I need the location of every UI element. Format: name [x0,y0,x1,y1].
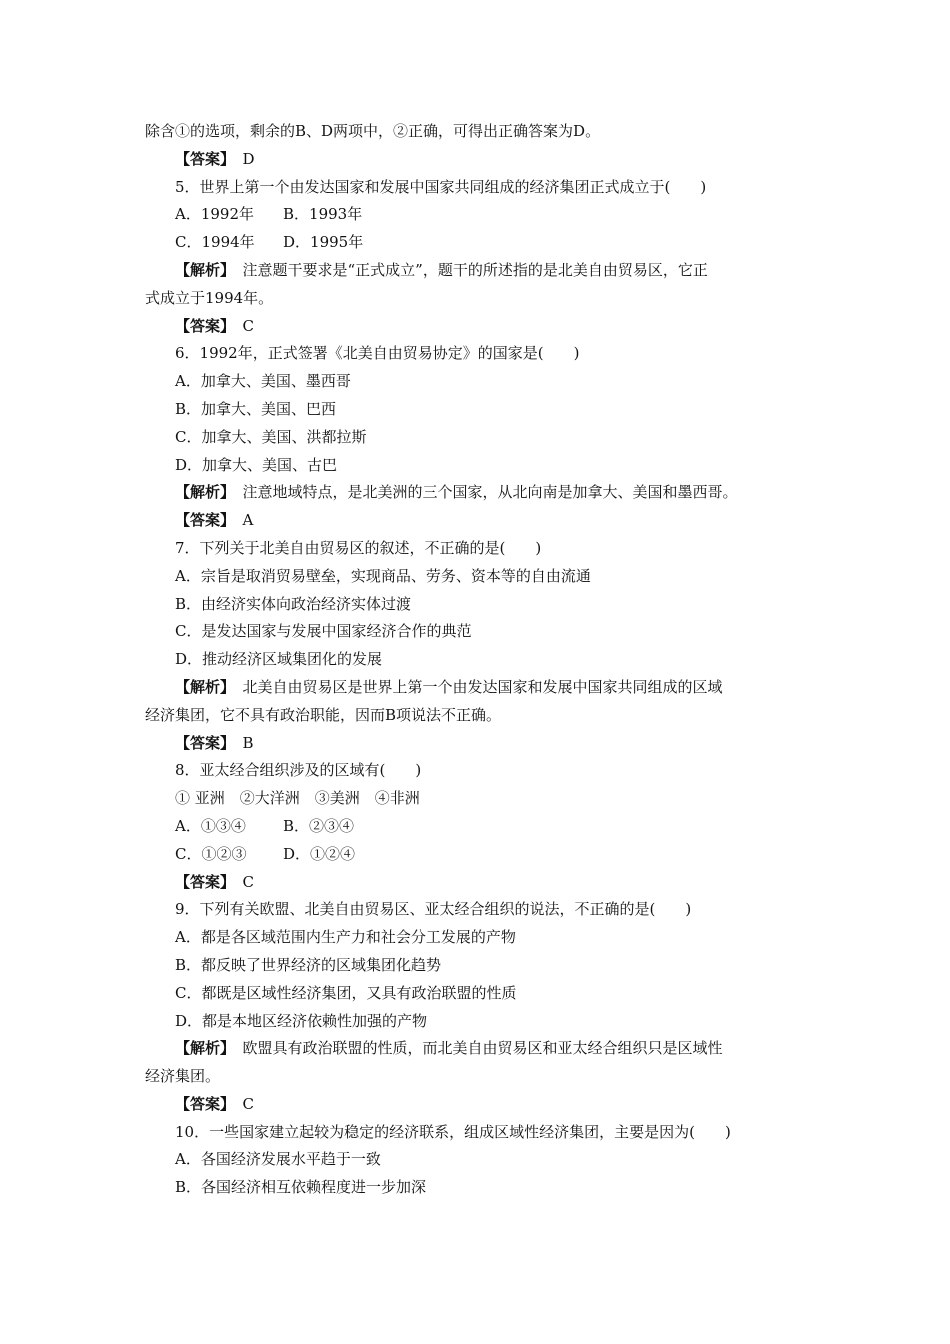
line-text: C [227,872,254,891]
option [145,1146,810,1174]
line-text: 6．1992年，正式签署《北美自由贸易协定》的国家是( ) [175,344,580,363]
text-line [145,285,810,313]
line-text: D．都是本地区经济依赖性加强的产物 [175,1011,428,1030]
analysis-line [145,257,810,285]
line-text: C．1994年 [175,233,255,252]
line-text: 5．世界上第一个由发达国家和发展中国家共同组成的经济集团正式成立于( ) [175,177,707,196]
answer-line [145,1091,810,1119]
line-text: B．各国经济相互依赖程度进一步加深 [175,1178,427,1197]
option [145,563,810,591]
line-text: C．都既是区域性经济集团，又具有政治联盟的性质 [175,983,517,1002]
line-text: 经济集团，它不具有政治职能，因而B项说法不正确。 [145,705,502,724]
option-row [145,813,810,841]
analysis-label: 【解析】 [175,260,228,279]
line-text: 注意题干要求是“正式成立”，题干的所述指的是北美自由贸易区，它正 [227,260,708,279]
answer-line [145,507,810,535]
line-text: 7．下列关于北美自由贸易区的叙述，不正确的是( ) [175,538,542,557]
answer-label: 【答案】 [175,511,228,530]
analysis-line [145,674,810,702]
line-text: C [227,1094,254,1113]
analysis-line [145,479,810,507]
region-list [145,785,810,813]
option [145,368,810,396]
line-text: 式成立于1994年。 [145,288,274,307]
text-line [145,118,810,146]
document-page [145,118,810,1202]
line-text: B．都反映了世界经济的区域集团化趋势 [175,955,442,974]
question-8 [145,757,810,785]
text-line [145,702,810,730]
answer-label: 【答案】 [175,316,228,335]
option [145,646,810,674]
answer-line [145,146,810,174]
question-7 [145,535,810,563]
answer-line [145,869,810,897]
option [145,591,810,619]
line-text: D．1995年 [283,233,364,252]
option [145,952,810,980]
line-text: D．加拿大、美国、古巴 [175,455,338,474]
question-10 [145,1119,810,1147]
line-text: 经济集团。 [145,1067,221,1086]
line-text: C．加拿大、美国、洪都拉斯 [175,427,367,446]
option-row [145,841,810,869]
line-text: 8．亚太经合组织涉及的区域有( ) [175,761,422,780]
analysis-label: 【解析】 [175,1039,228,1058]
analysis-label: 【解析】 [175,483,228,502]
line-text: 9．下列有关欧盟、北美自由贸易区、亚太经合组织的说法，不正确的是( ) [175,900,692,919]
option [145,1008,810,1036]
line-text: A．加拿大、美国、墨西哥 [175,372,351,391]
option [145,618,810,646]
line-text: C．①②③ [175,844,247,863]
answer-line [145,730,810,758]
line-text: C [227,316,254,335]
line-text: C．是发达国家与发展中国家经济合作的典范 [175,622,472,641]
question-9 [145,896,810,924]
text-line [145,1063,810,1091]
line-text: 注意地域特点，是北美洲的三个国家，从北向南是加拿大、美国和墨西哥。 [227,483,738,502]
line-text: A．各国经济发展水平趋于一致 [175,1150,381,1169]
line-text: D．①②④ [283,844,356,863]
line-text: A．①③④ [175,816,246,835]
line-text: A [227,511,254,530]
line-text: B．1993年 [283,205,363,224]
option [145,396,810,424]
line-text: B [227,733,254,752]
option [145,452,810,480]
line-text: D [227,149,255,168]
option [145,924,810,952]
line-text: B．加拿大、美国、巴西 [175,399,337,418]
option-row [145,229,810,257]
option-row [145,201,810,229]
option [145,424,810,452]
question-6 [145,340,810,368]
option [145,1174,810,1202]
line-text: ① 亚洲 ②大洋洲 ③美洲 ④非洲 [175,789,420,808]
question-5 [145,174,810,202]
analysis-label: 【解析】 [175,677,228,696]
line-text: 除含①的选项，剩余的B、D两项中，②正确，可得出正确答案为D。 [145,122,601,140]
answer-label: 【答案】 [175,149,228,168]
line-text: B．由经济实体向政治经济实体过渡 [175,594,412,613]
line-text: A．1992年 [175,205,255,224]
line-text: 北美自由贸易区是世界上第一个由发达国家和发展中国家共同组成的区域 [227,677,723,696]
line-text: B．②③④ [283,816,355,835]
line-text: A．都是各区域范围内生产力和社会分工发展的产物 [175,928,516,947]
answer-label: 【答案】 [175,872,228,891]
line-text: A．宗旨是取消贸易壁垒，实现商品、劳务、资本等的自由流通 [175,566,591,585]
answer-line [145,313,810,341]
analysis-line [145,1035,810,1063]
line-text: 10．一些国家建立起较为稳定的经济联系，组成区域性经济集团，主要是因为( ) [175,1122,731,1141]
line-text: 欧盟具有政治联盟的性质，而北美自由贸易区和亚太经合组织只是区域性 [227,1039,723,1058]
answer-label: 【答案】 [175,733,228,752]
line-text: D．推动经济区域集团化的发展 [175,650,383,669]
answer-label: 【答案】 [175,1094,228,1113]
option [145,980,810,1008]
